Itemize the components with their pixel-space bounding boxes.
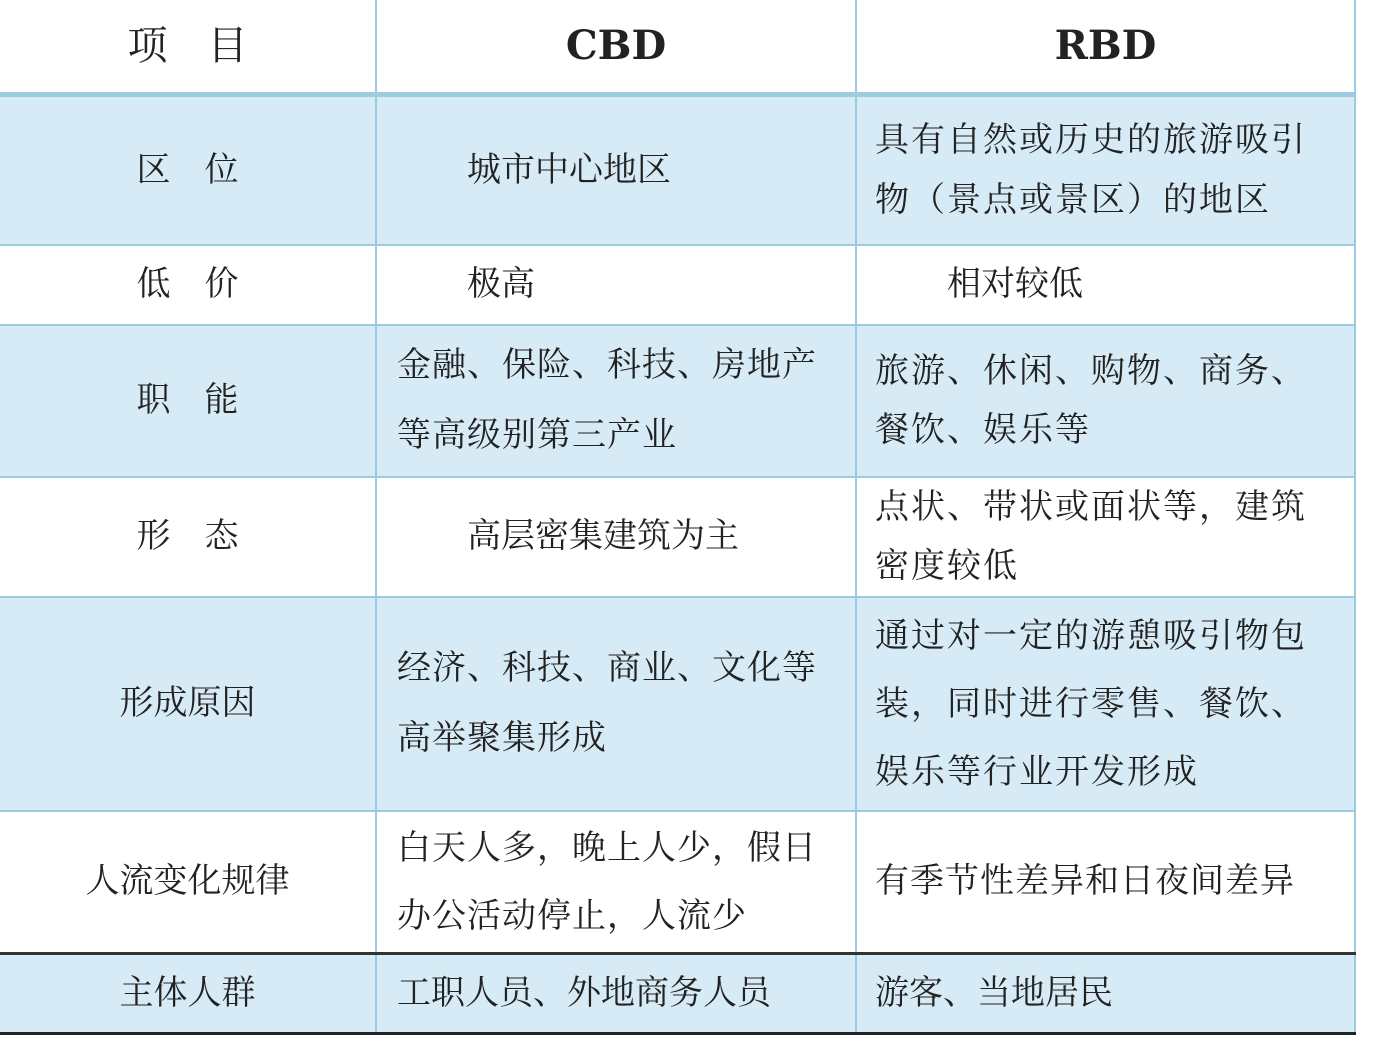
row-cbd-value: 高层密集建筑为主 — [377, 478, 857, 596]
table-row — [0, 97, 1356, 244]
header-item: 项 目 — [0, 0, 377, 92]
table-row — [0, 478, 1356, 596]
row-rbd-value: 通过对一定的游憩吸引物包装，同时进行零售、餐饮、娱乐等行业开发形成 — [857, 598, 1356, 810]
row-cbd-value: 城市中心地区 — [377, 97, 857, 244]
table-row — [0, 598, 1356, 810]
table-row — [0, 812, 1356, 952]
row-item-label: 人流变化规律 — [0, 812, 377, 952]
table-bottom-border — [0, 1032, 1356, 1035]
header-cbd: CBD — [377, 0, 857, 92]
row-cbd-value: 工职人员、外地商务人员 — [377, 955, 857, 1032]
row-cbd-value: 经济、科技、商业、文化等高举聚集形成 — [377, 598, 857, 810]
table-row — [0, 326, 1356, 476]
table-row — [0, 246, 1356, 324]
row-item-label: 形 态 — [0, 478, 377, 596]
row-rbd-value: 旅游、休闲、购物、商务、餐饮、娱乐等 — [857, 326, 1356, 476]
row-rbd-value: 具有自然或历史的旅游吸引物（景点或景区）的地区 — [857, 97, 1356, 244]
table-row — [0, 955, 1356, 1032]
row-rbd-value: 游客、当地居民 — [857, 955, 1356, 1032]
row-item-label: 形成原因 — [0, 598, 377, 810]
row-cbd-value: 极高 — [377, 246, 857, 324]
row-item-label: 主体人群 — [0, 955, 377, 1032]
row-cbd-value: 白天人多，晚上人少，假日办公活动停止，人流少 — [377, 812, 857, 952]
row-rbd-value: 有季节性差异和日夜间差异 — [857, 812, 1356, 952]
row-rbd-value: 点状、带状或面状等，建筑密度较低 — [857, 478, 1356, 596]
row-item-label: 职 能 — [0, 326, 377, 476]
row-cbd-value: 金融、保险、科技、房地产等高级别第三产业 — [377, 326, 857, 476]
row-item-label: 低 价 — [0, 246, 377, 324]
header-rbd: RBD — [857, 0, 1356, 92]
row-rbd-value: 相对较低 — [857, 246, 1356, 324]
row-item-label: 区 位 — [0, 97, 377, 244]
table-header-row — [0, 0, 1356, 92]
